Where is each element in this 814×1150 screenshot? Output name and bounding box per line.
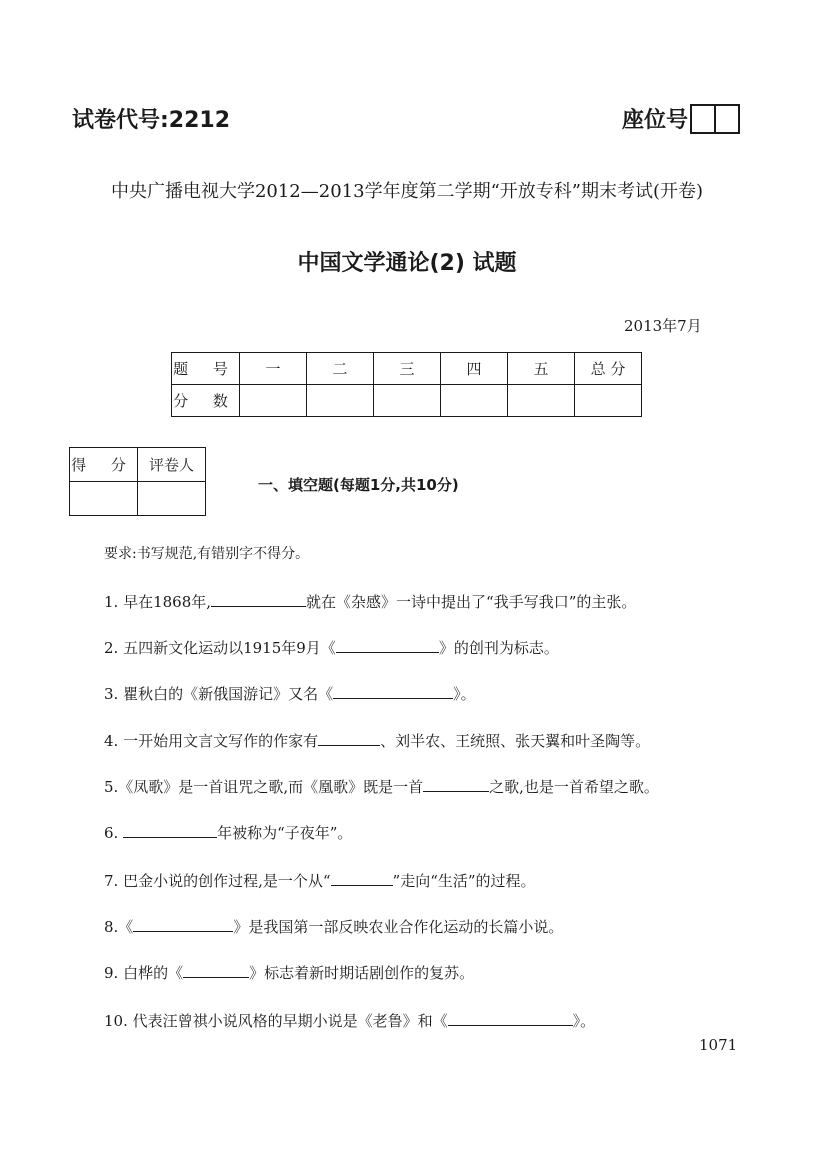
column-2: 二 (307, 353, 374, 385)
score-cell-5[interactable] (508, 385, 575, 417)
exam-code: 试卷代号:2212 (72, 108, 231, 133)
paper-title: 中国文学通论(2) 试题 (297, 251, 517, 276)
question-text: 4. 一开始用文言文写作的作家有 (104, 732, 319, 750)
score-table (171, 352, 642, 417)
question-7 (104, 870, 536, 891)
answer-blank[interactable] (183, 963, 249, 978)
score-cell-2[interactable] (307, 385, 374, 417)
column-4: 四 (441, 353, 508, 385)
section-title: 一、填空题(每题1分,共10分) (258, 476, 459, 494)
question-text: 3. 瞿秋白的《新俄国游记》又名《 (104, 685, 334, 703)
grader-header: 评卷人 (138, 448, 206, 482)
question-4 (104, 730, 650, 751)
answer-blank[interactable] (336, 638, 439, 653)
question-text: ”走向“生活”的过程。 (392, 872, 536, 890)
question-text: 6. (104, 824, 124, 842)
answer-blank[interactable] (448, 1011, 573, 1026)
question-text: 7. 巴金小说的创作过程,是一个从“ (104, 872, 331, 890)
question-text: 年被称为“子夜年”。 (217, 824, 353, 842)
score-cell-4[interactable] (441, 385, 508, 417)
question-text: 》标志着新时期话剧创作的复苏。 (249, 964, 475, 982)
question-number-label: 题 号 (172, 353, 240, 385)
question-text: 、刘半农、王统照、张天翼和叶圣陶等。 (380, 732, 651, 750)
grader-table-header-row (70, 448, 206, 482)
answer-blank[interactable] (331, 871, 393, 886)
question-text: 》是我国第一部反映农业合作化运动的长篇小说。 (233, 918, 564, 936)
question-text: 就在《杂感》一诗中提出了“我手写我口”的主张。 (306, 593, 637, 611)
exam-header: 中央广播电视大学2012—2013学年度第二学期“开放专科”期末考试(开卷) (110, 181, 704, 202)
score-table-score-row (172, 385, 642, 417)
question-5 (104, 776, 659, 797)
question-10 (104, 1010, 595, 1031)
answer-blank[interactable] (133, 917, 233, 932)
question-6 (104, 822, 352, 843)
seat-label: 座位号 (622, 108, 689, 133)
score-label: 分 数 (172, 385, 240, 417)
seat-box-2[interactable] (714, 106, 738, 132)
answer-blank[interactable] (333, 684, 453, 699)
question-text: 1. 早在1868年, (104, 593, 212, 611)
seat-number-field (622, 103, 740, 134)
column-3: 三 (374, 353, 441, 385)
question-text: 8.《 (104, 918, 134, 936)
section-score-cell[interactable] (70, 482, 138, 516)
question-text: 》的创刊为标志。 (438, 639, 559, 657)
question-9 (104, 962, 474, 983)
question-text: 之歌,也是一首希望之歌。 (489, 778, 659, 796)
column-1: 一 (240, 353, 307, 385)
grader-table-input-row (70, 482, 206, 516)
question-text: 》。 (572, 1012, 596, 1030)
score-cell-3[interactable] (374, 385, 441, 417)
grader-signature-cell[interactable] (138, 482, 206, 516)
total-label: 总 分 (575, 353, 642, 385)
score-header: 得 分 (70, 448, 138, 482)
question-text: 10. 代表汪曾祺小说风格的早期小说是《老鲁》和《 (104, 1012, 448, 1030)
column-5: 五 (508, 353, 575, 385)
seat-number-boxes[interactable] (690, 104, 740, 134)
answer-blank[interactable] (423, 777, 489, 792)
question-text: 2. 五四新文化运动以1915年9月《 (104, 639, 336, 657)
answer-blank[interactable] (123, 823, 217, 838)
seat-box-1[interactable] (692, 106, 714, 132)
score-table-header-row (172, 353, 642, 385)
question-3 (104, 683, 476, 704)
question-2 (104, 637, 559, 658)
score-cell-total[interactable] (575, 385, 642, 417)
exam-date: 2013年7月 (624, 317, 702, 335)
question-1 (104, 591, 636, 612)
question-text: 》。 (453, 685, 476, 703)
section-requirement: 要求:书写规范,有错别字不得分。 (104, 546, 310, 562)
question-8 (104, 916, 563, 937)
grader-table (69, 447, 206, 516)
answer-blank[interactable] (318, 731, 380, 746)
question-text: 5.《凤歌》是一首诅咒之歌,而《凰歌》既是一首 (104, 778, 424, 796)
question-text: 9. 白桦的《 (104, 964, 184, 982)
score-cell-1[interactable] (240, 385, 307, 417)
page-number: 1071 (699, 1036, 738, 1054)
answer-blank[interactable] (211, 592, 306, 607)
